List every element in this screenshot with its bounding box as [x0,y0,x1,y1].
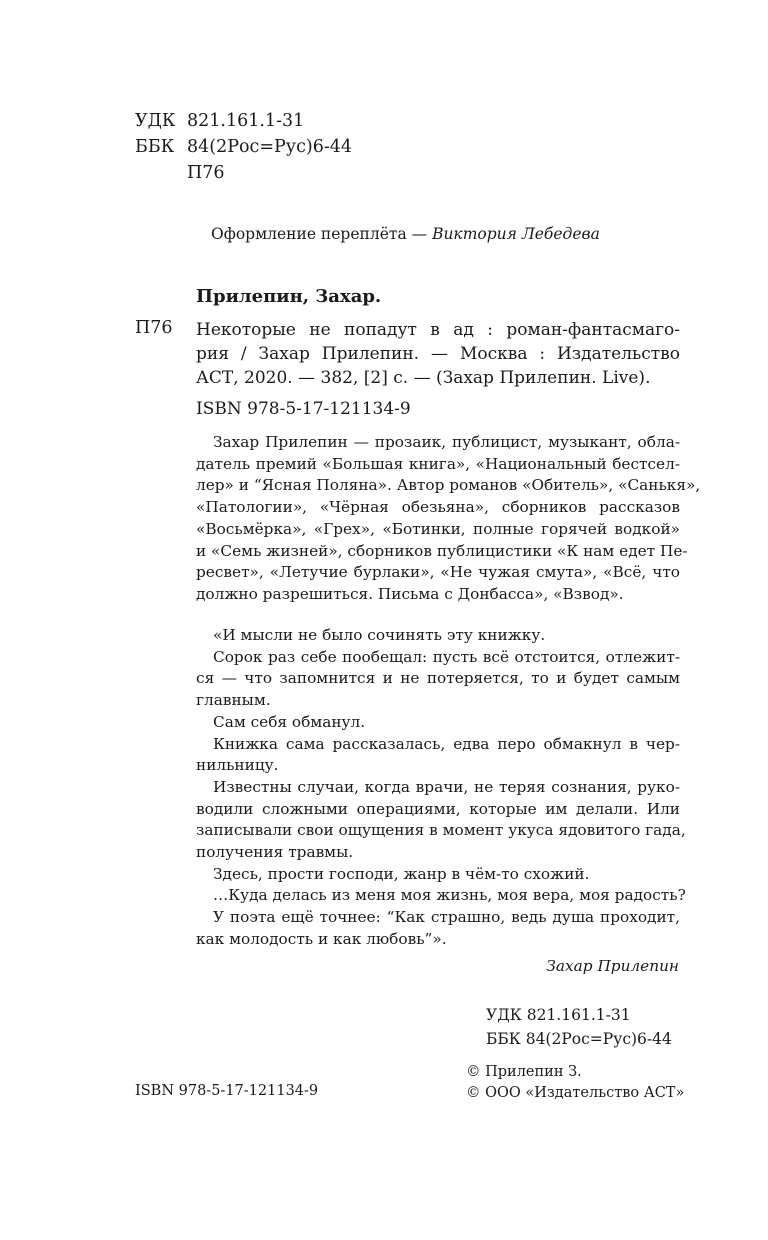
quote-line: нильницу. [196,756,279,775]
copyright-author: © Прилепин З. [466,1064,582,1080]
quote-line: Сам себя обманул. [213,712,366,731]
quote-line: получения травмы. [196,843,354,862]
design-credit [211,225,600,243]
annotation-line: и «Семь жизней», сборников публицистики «К нам едет Пе- [196,541,688,560]
annotation-line: лер» и “Ясная Поляна». Автор романов «Обитель», «Санькя», [196,476,701,495]
quote-line: Известны случаи, когда врачи, не теряя сознания, руко- [213,777,680,796]
udk-row [135,108,352,134]
footer-udk: УДК 821.161.1-31 [486,1006,631,1024]
designer-name: Виктория Лебедева [432,225,600,243]
author-sign-row [135,160,352,186]
copyright-publisher: © ООО «Издательство АСТ» [466,1085,685,1101]
bibliographic-description [196,318,680,390]
classification-block [135,108,352,186]
annotation-line: датель премий «Большая книга», «Национальный бестсел- [196,454,680,473]
quote-line: ся — что запомнится и не потеряется, то и будет самым [196,669,680,688]
quote-line: как молодость и как любовь”». [196,929,447,948]
author-sign: П76 [187,163,225,183]
author-quote [196,625,686,951]
udk-label: УДК [135,111,176,131]
annotation-line: «Патологии», «Чёрная обезьяна», сборников рассказов [196,498,680,517]
bbk-row [135,134,352,160]
annotation [196,432,701,606]
quote-line: «И мысли не было сочинять эту книжку. [213,626,546,644]
quote-signature: Захар Прилепин [546,957,679,975]
footer-isbn: ISBN 978-5-17-121134-9 [135,1083,319,1099]
copyright-block [466,1062,684,1104]
quote-line: У поэта ещё точнее: “Как страшно, ведь душа проходит, [213,908,680,927]
description-line: рия / Захар Прилепин. — Москва : Издательство [196,344,680,364]
isbn: ISBN 978-5-17-121134-9 [196,399,411,419]
description-line: Некоторые не попадут в ад : роман-фантасмаго- [196,320,680,340]
bibliographic-author-sign: П76 [135,318,173,338]
bbk-value: 84(2Рос=Рус)6-44 [187,137,353,157]
annotation-line: ресвет», «Летучие бурлаки», «Не чужая смута», «Всё, что [196,563,680,582]
quote-line: записывали свои ощущения в момент укуса ядовитого гада, [196,821,686,840]
udk-value: 821.161.1-31 [187,111,305,131]
quote-line: главным. [196,691,271,710]
annotation-line: Захар Прилепин — прозаик, публицист, музыкант, обла- [213,433,680,451]
quote-line: Сорок раз себе пообещал: пусть всё отстоится, отлежит- [213,647,680,666]
design-credit-prefix: Оформление переплёта — [211,225,433,243]
annotation-line: «Восьмёрка», «Грех», «Ботинки, полные горячей водкой» [196,519,680,538]
footer-classification [486,1003,672,1051]
quote-line: …Куда делась из меня моя жизнь, моя вера, моя радость? [213,886,686,905]
bbk-label: ББК [135,137,175,157]
description-line: АСТ, 2020. — 382, [2] с. — (Захар Прилепин. Live). [196,368,651,388]
author-heading: Прилепин, Захар. [196,286,382,307]
quote-line: водили сложными операциями, которые им делали. Или [196,799,680,818]
quote-line: Книжка сама рассказалась, едва перо обмакнул в чер- [213,734,680,753]
quote-line: Здесь, прости господи, жанр в чём-то схожий. [213,864,590,883]
footer-bbk: ББК 84(2Рос=Рус)6-44 [486,1030,672,1048]
annotation-line: должно разрешиться. Письма с Донбасса», «Взвод». [196,584,624,603]
